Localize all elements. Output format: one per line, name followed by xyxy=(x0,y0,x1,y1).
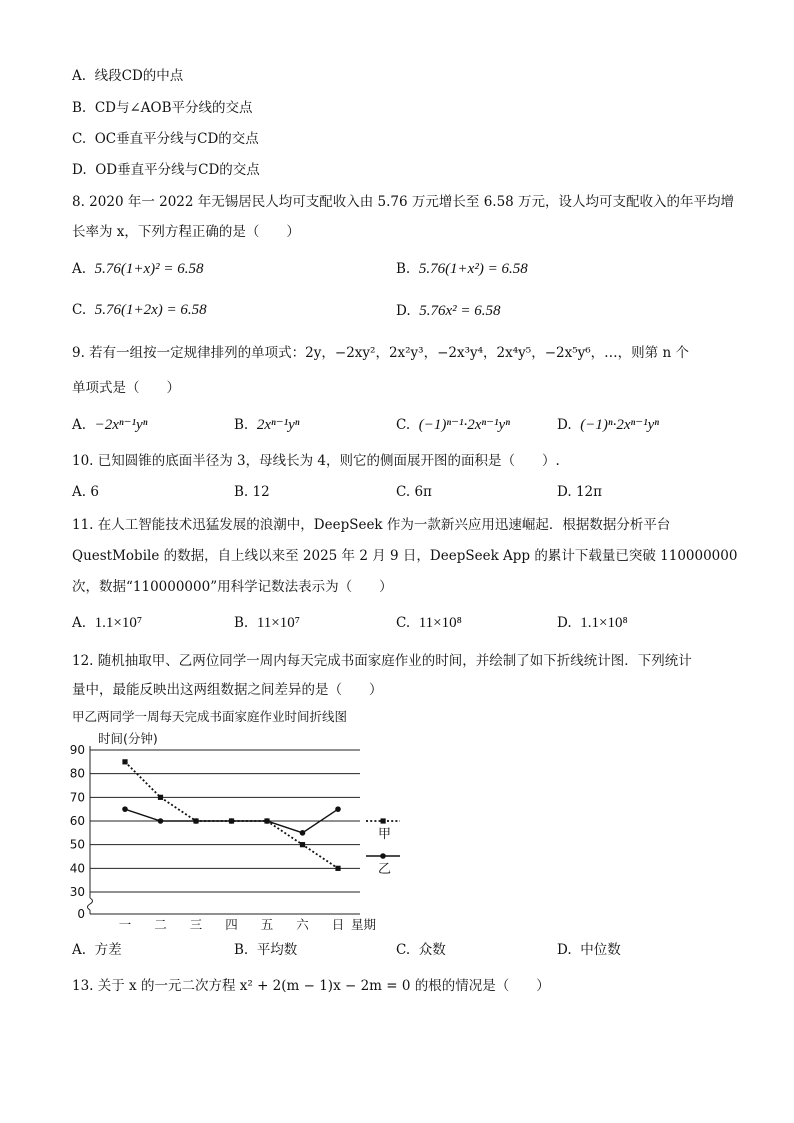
data-point-square xyxy=(122,759,127,764)
option-formula: 11×10⁸ xyxy=(418,615,462,631)
q11-option-a xyxy=(72,613,142,633)
q11-option-b xyxy=(234,613,300,633)
q9-option-c xyxy=(396,415,510,435)
option-letter: B. xyxy=(234,484,249,500)
q8-option-c xyxy=(72,300,207,320)
option-formula: 5.76(1+x)² = 6.58 xyxy=(94,261,204,277)
data-point-square xyxy=(158,795,163,800)
q11-option-d xyxy=(557,613,628,633)
option-text: 12π xyxy=(575,484,602,500)
data-point-circle xyxy=(300,830,306,836)
option-letter: C. xyxy=(72,131,87,147)
option-letter: D. xyxy=(557,615,572,631)
q8-stem-line1: 8. 2020 年一 2022 年无锡居民人均可支配收入由 5.76 万元增长至 6.58 万元，设人均可支配收入的年平均增 xyxy=(72,194,735,210)
q11-stem-line1: 11. 在人工智能技术迅猛发展的浪潮中，DeepSeek 作为一款新兴应用迅速崛起．根据数据分析平台 xyxy=(72,517,671,533)
option-letter: A. xyxy=(72,615,87,631)
y-tick-label: 80 xyxy=(69,766,85,781)
data-point-circle xyxy=(335,806,341,812)
legend-label: 甲 xyxy=(378,827,392,842)
option-letter: D. xyxy=(557,417,572,433)
x-tick-label: 五 xyxy=(260,917,274,932)
option-letter: C. xyxy=(396,417,411,433)
x-tick-label: 六 xyxy=(296,917,309,932)
option-formula: 5.76x² = 6.58 xyxy=(419,303,501,319)
option-letter: D. xyxy=(72,162,87,178)
data-point-square xyxy=(335,866,340,871)
q8-option-d xyxy=(396,301,501,321)
y-tick-label: 60 xyxy=(69,814,85,828)
option-letter: B. xyxy=(234,942,249,958)
x-tick-label: 日 xyxy=(331,917,345,932)
q10-option-a xyxy=(72,482,99,502)
legend-label: 乙 xyxy=(378,862,392,877)
option-letter: A. xyxy=(72,68,87,84)
data-point-circle xyxy=(264,818,270,824)
q12-option-d xyxy=(557,940,621,960)
data-point-circle xyxy=(158,818,164,824)
x-tick-label: 二 xyxy=(154,917,167,932)
option-letter: D. xyxy=(557,484,572,500)
option-formula: 5.76(1+2x) = 6.58 xyxy=(94,302,207,318)
option-text: 众数 xyxy=(418,942,446,958)
y-tick-label: 50 xyxy=(69,837,85,852)
option-text: 中位数 xyxy=(580,942,621,958)
legend-marker-circle xyxy=(380,853,386,859)
option-text: 12 xyxy=(252,484,270,500)
data-point-circle xyxy=(122,806,128,812)
option-formula: 1.1×10⁸ xyxy=(580,615,628,631)
data-point-circle xyxy=(193,818,199,824)
option-formula: 1.1×10⁷ xyxy=(94,615,143,631)
q11-option-c xyxy=(396,613,462,633)
q10-option-d xyxy=(557,482,602,502)
q9-option-b xyxy=(234,415,300,435)
y-tick-label: 90 xyxy=(69,743,85,757)
q7-option-b xyxy=(72,98,253,118)
q7-option-c xyxy=(72,129,259,149)
option-letter: B. xyxy=(396,261,411,277)
option-text: 平均数 xyxy=(256,942,298,958)
option-letter: C. xyxy=(396,615,411,631)
data-point-square xyxy=(300,842,305,847)
q10-stem: 10. 已知圆锥的底面半径为 3，母线长为 4，则它的侧面展开图的面积是（ ）. xyxy=(72,453,560,469)
y-axis-label: 时间(分钟) xyxy=(98,731,158,746)
q12-option-c xyxy=(396,940,446,960)
option-letter: A. xyxy=(72,261,87,277)
data-point-circle xyxy=(229,818,235,824)
option-text: 线段CD的中点 xyxy=(94,68,184,84)
option-formula: (−1)ⁿ·2xⁿ⁻¹yⁿ xyxy=(580,417,659,433)
q8-option-a xyxy=(72,259,204,279)
option-formula: −2xⁿ⁻¹yⁿ xyxy=(94,417,148,433)
q8-option-b xyxy=(396,259,528,279)
option-letter: C. xyxy=(396,942,411,958)
series-line-甲 xyxy=(125,762,338,869)
q10-option-b xyxy=(234,482,270,502)
option-letter: D. xyxy=(396,303,411,319)
option-text: OC垂直平分线与CD的交点 xyxy=(94,131,259,147)
q12-option-b xyxy=(234,940,297,960)
option-text: CD与∠AOB平分线的交点 xyxy=(94,100,253,116)
option-letter: C. xyxy=(396,484,411,500)
option-letter: B. xyxy=(234,417,249,433)
x-tick-label: 四 xyxy=(225,917,238,932)
q12-stem-line1: 12. 随机抽取甲、乙两位同学一周内每天完成书面家庭作业的时间，并绘制了如下折线统计图．下列统计 xyxy=(72,653,692,669)
option-text: OD垂直平分线与CD的交点 xyxy=(95,162,260,178)
q7-option-d xyxy=(72,160,260,180)
q9-stem-line2: 单项式是（ ） xyxy=(72,380,180,396)
y-tick-label: 0 xyxy=(77,907,85,921)
q9-stem-line1: 9. 若有一组按一定规律排列的单项式：2y，−2xy²，2x²y³，−2x³y⁴，2x⁴y⁵，−2x⁵y⁶，…，则第 n 个 xyxy=(72,345,689,361)
x-axis-label: 星期 xyxy=(351,917,377,932)
option-letter: C. xyxy=(72,302,87,318)
q8-stem-line2: 长率为 x，下列方程正确的是（ ） xyxy=(72,224,300,240)
chart-title: 甲乙两同学一周每天完成书面家庭作业时间折线图 xyxy=(72,709,348,724)
x-tick-label: 一 xyxy=(118,917,132,932)
option-text: 6π xyxy=(414,484,432,500)
y-tick-label: 40 xyxy=(69,861,85,876)
option-letter: B. xyxy=(234,615,249,631)
axis-break-icon xyxy=(88,898,93,910)
q12-option-a xyxy=(72,940,122,960)
y-tick-label: 70 xyxy=(69,790,85,805)
option-letter: A. xyxy=(72,417,87,433)
y-tick-label: 30 xyxy=(69,885,85,899)
q7-option-a xyxy=(72,66,183,86)
q12-stem-line2: 量中，最能反映出这两组数据之间差异的是（ ） xyxy=(72,682,383,698)
q13-stem: 13. 关于 x 的一元二次方程 x² + 2(m − 1)x − 2m = 0 的根的情况是（ ） xyxy=(72,978,550,994)
option-letter: B. xyxy=(72,100,87,116)
q11-stem-line3: 次，数据“110000000”用科学记数法表示为（ ） xyxy=(72,579,393,595)
option-formula: 11×10⁷ xyxy=(256,615,300,631)
option-letter: A. xyxy=(72,942,87,958)
x-tick-label: 三 xyxy=(189,917,203,932)
option-text: 6 xyxy=(90,484,99,500)
legend-marker-square xyxy=(381,818,386,823)
q10-option-c xyxy=(396,482,432,502)
q9-option-a xyxy=(72,415,147,435)
option-formula: (−1)ⁿ⁻¹·2xⁿ⁻¹yⁿ xyxy=(418,417,510,433)
option-letter: D. xyxy=(557,942,572,958)
q9-option-d xyxy=(557,415,659,435)
q11-stem-line2: QuestMobile 的数据，自上线以来至 2025 年 2 月 9 日，DeepSeek App 的累计下载量已突破 110000000 xyxy=(72,548,738,564)
option-letter: A. xyxy=(72,484,87,500)
option-formula: 5.76(1+x²) = 6.58 xyxy=(418,261,528,277)
option-formula: 2xⁿ⁻¹yⁿ xyxy=(256,417,300,433)
option-text: 方差 xyxy=(94,942,122,958)
line-chart xyxy=(60,726,420,938)
